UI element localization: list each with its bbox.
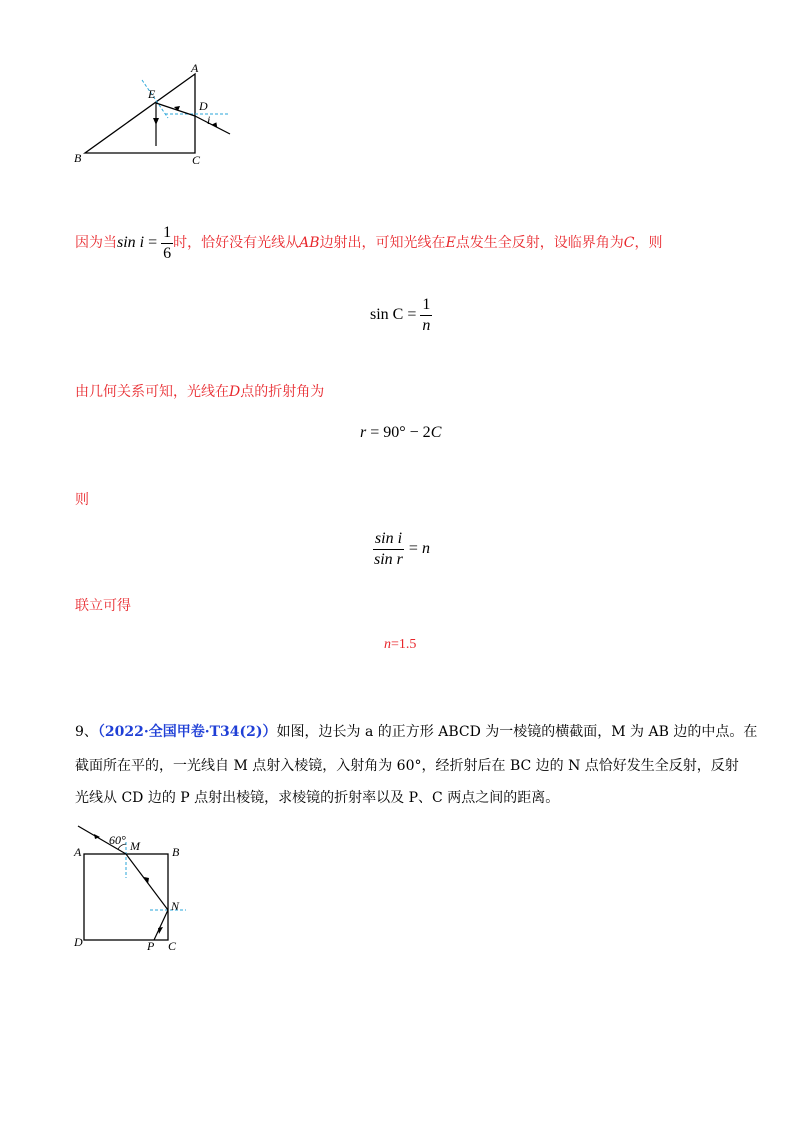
label-D: D bbox=[199, 99, 208, 113]
prism-triangle-figure bbox=[70, 58, 240, 168]
text-segment: 点发生全反射，设临界角为 bbox=[455, 235, 624, 252]
text-segment: ，则 bbox=[634, 235, 663, 252]
text-segment: 时，恰好没有光线从 bbox=[173, 235, 300, 252]
text-segment: 点的折射角为 bbox=[240, 384, 325, 400]
explanation-line-1 bbox=[75, 224, 663, 263]
math-equals: = bbox=[403, 306, 421, 324]
fraction-numerator: sin i bbox=[373, 530, 404, 550]
text-segment: 因为当 bbox=[75, 235, 117, 252]
problem-text: 如图，边长为 a 的正方形 ABCD 为一棱镜的横截面，M 为 AB 边的中点。在 bbox=[276, 724, 758, 740]
math-lhs: sin C bbox=[370, 306, 404, 324]
square-prism-figure bbox=[70, 822, 200, 952]
fraction-denominator: 6 bbox=[163, 245, 172, 262]
fraction-numerator: 1 bbox=[161, 224, 173, 244]
var-C: C bbox=[623, 235, 635, 252]
var-E: E bbox=[445, 235, 456, 252]
math-equals: = bbox=[404, 540, 422, 558]
label-N: N bbox=[171, 899, 180, 913]
fraction-denominator: n bbox=[422, 317, 431, 334]
explanation-line-2 bbox=[75, 382, 324, 402]
label-D: D bbox=[74, 935, 83, 949]
equation-snell bbox=[372, 530, 430, 569]
label-i: i bbox=[207, 113, 211, 127]
result-value: =1.5 bbox=[391, 637, 417, 652]
label-E: E bbox=[148, 87, 156, 101]
text-segment: 边射出，可知光线在 bbox=[319, 235, 446, 252]
label-angle-60: 60° bbox=[109, 833, 126, 847]
label-M: M bbox=[130, 839, 140, 853]
fraction-denominator: sin r bbox=[374, 551, 403, 568]
label-A: A bbox=[74, 845, 82, 859]
problem-9-line-2: 截面所在平的，一光线自 M 点射入棱镜，入射角为 60°，经折射后在 BC 边的 N 点恰好发生全反射，反射 bbox=[75, 758, 739, 774]
equation-result bbox=[384, 637, 416, 653]
problem-9-line-1 bbox=[75, 722, 757, 742]
var-n: n bbox=[421, 540, 430, 558]
var-n: n bbox=[384, 637, 391, 652]
var-C: C bbox=[430, 424, 442, 441]
math-equals: = bbox=[144, 234, 162, 252]
problem-9-line-3: 光线从 CD 边的 P 点射出棱镜，求棱镜的折射率以及 P、C 两点之间的距离。 bbox=[75, 790, 560, 806]
label-B: B bbox=[74, 151, 82, 165]
text-segment: 由几何关系可知，光线在 bbox=[75, 384, 229, 400]
explanation-line-4: 联立可得 bbox=[75, 598, 131, 614]
label-C: C bbox=[168, 939, 177, 952]
fraction-numerator: 1 bbox=[420, 296, 432, 316]
problem-number: 9、 bbox=[75, 724, 98, 740]
explanation-line-3: 则 bbox=[75, 492, 89, 508]
problem-source: （2022·全国甲卷·T34(2)） bbox=[97, 724, 277, 740]
label-P: P bbox=[147, 939, 155, 952]
label-B: B bbox=[172, 845, 180, 859]
label-C: C bbox=[192, 153, 201, 167]
equation-critical-angle bbox=[370, 296, 432, 335]
var-r: r bbox=[360, 424, 367, 441]
var-D: D bbox=[229, 384, 241, 400]
label-A: A bbox=[191, 61, 199, 75]
var-AB: AB bbox=[299, 235, 320, 252]
math-expression: = 90° − 2 bbox=[366, 424, 431, 441]
equation-refraction-angle bbox=[360, 424, 441, 442]
math-sin-i: sin i bbox=[117, 234, 145, 252]
